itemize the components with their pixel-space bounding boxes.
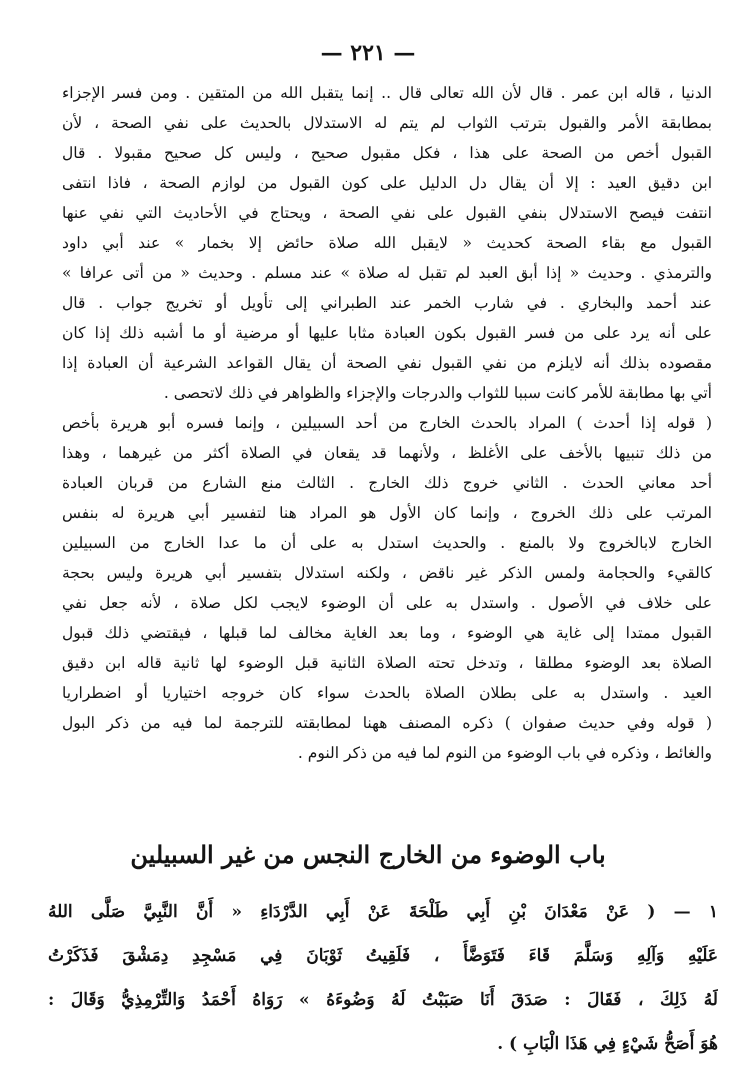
page-number: — ٢٢١ —: [320, 40, 416, 66]
commentary-line: القبول ممتدا إلى غاية هي الوضوء ، وما بعد الغاية مخالف لما قبلها ، فيقتضي ذلك قبول: [62, 624, 712, 642]
commentary-line: القبول مع بقاء الصحة كحديث « لايقبل الله صلاة حائض إلا بخمار » عند أبي داود: [62, 234, 712, 252]
commentary-line: ( قوله وفي حديث صفوان ) ذكره المصنف ههنا لمطابقته للترجمة لما فيه من ذكر البول: [62, 714, 712, 732]
commentary-line: ابن دقيق العيد : إلا أن يقال دل الدليل على كون القبول من لوازم الصحة ، فاذا انتفى: [62, 174, 712, 192]
commentary-line: الدنيا ، قاله ابن عمر . قال لأن الله تعالى قال .. إنما يتقبل الله من المتقين . ومن فسر الإجزاء: [62, 84, 712, 102]
commentary-line: انتفت فيصح الاستدلال بنفي القبول على نفي الصحة ، ويحتاج في الأحاديث التي نفي عنها: [62, 204, 712, 222]
chapter-heading: باب الوضوء من الخارج النجس من غير السبيلين: [130, 840, 606, 869]
hadith-line: هُوَ أَصَحُّ شَيْءٍ فِي هَذَا الْبَابِ ) .: [497, 1034, 718, 1054]
commentary-line: الصلاة بعد الوضوء مطلقا ، وتدخل تحته الصلاة الثانية قبل الوضوء لها ثانية قاله ابن دقيق: [62, 654, 712, 672]
commentary-line: مقصوده بذلك أنه لايلزم من نفي القبول نفي الصحة أن يقال القواعد الشرعية أن العبادة إذا: [62, 354, 712, 372]
commentary-line: القبول أخص من الصحة على هذا ، فكل مقبول صحيح ، وليس كل صحيح مقبولا . قال: [62, 144, 712, 162]
commentary-line: الخارج لابالخروج ولا بالمنع . والحديث استدل به على أن ما عدا الخارج من السبيلين: [62, 534, 712, 552]
commentary-line: والترمذي . وحديث « إذا أبق العبد لم تقبل له صلاة » عند مسلم . وحديث « من أتى عرافا »: [62, 264, 712, 282]
commentary-line: من ذلك تنبيها بالأخف على الأغلظ ، ولأنهما قد يقعان في الصلاة أكثر من غيرهما ، وهذا: [62, 444, 712, 462]
commentary-line: ( قوله إذا أحدث ) المراد بالحدث الخارج من أحد السبيلين ، وإنما فسره أبو هريرة بأخص: [62, 414, 712, 432]
commentary-line: على خلاف في الأصول . واستدل به على أن الوضوء لايجب لكل صلاة ، لأنه جعل نفي: [62, 594, 712, 612]
commentary-line: المرتب على ذلك الخروج ، وإنما كان الأول هو المراد هنا لتفسير أبي هريرة له بنفس: [62, 504, 712, 522]
commentary-line: عند أحمد والبخاري . في شارب الخمر عند الطبراني إلى تأويل أو تخريج جواب . قال: [62, 294, 712, 312]
hadith-line: عَلَيْهِ وَآلِهِ وَسَلَّمَ قَاءَ فَتَوَضَّأَ ، فَلَقِيتُ ثَوْبَانَ فِي مَسْجِدِ دِمَشْقَ فَذَكَرْتُ: [48, 946, 718, 966]
commentary-line: كالقيء والحجامة ولمس الذكر غير ناقض ، ولكنه استدلال بتفسير أبي هريرة وليس بحجة: [62, 564, 712, 582]
commentary-line: العيد . واستدل به على بطلان الصلاة بالحدث سواء كان خروجه اختياريا أو اضطراريا: [62, 684, 712, 702]
commentary-line: أحد معاني الحدث . الثاني خروج ذلك الخارج . الثالث منع الشارع من قربان العبادة: [62, 474, 712, 492]
hadith-line: ١ — ( عَنْ مَعْدَانَ بْنِ أَبِي طَلْحَةَ عَنْ أَبِي الدَّرْدَاءِ « أَنَّ النَّبِيَّ صَلَّى اللهُ: [48, 902, 718, 922]
hadith-text: [48, 890, 718, 1066]
commentary-line: على أنه يرد على من فسر القبول بكون العبادة مثابا عليها أو مرضية أو ما أشبه ذلك إذا كان: [62, 324, 712, 342]
hadith-line: لَهُ ذَلِكَ ، فَقَالَ : صَدَقَ أَنَا صَبَبْتُ لَهُ وَضُوءَهُ » رَوَاهُ أَحْمَدُ وَالتِّرْمِذِيُّ وَقَالَ :: [48, 990, 718, 1010]
commentary-line: بمطابقة الأمر والقبول بترتب الثواب لم يتم له الاستدلال بالحديث على نفي الصحة ، لأن: [62, 114, 712, 132]
commentary-line: والغائط ، وذكره في باب الوضوء من النوم لما فيه من ذكر النوم .: [297, 744, 712, 762]
commentary-text: [62, 78, 712, 768]
commentary-line: أتي بها مطابقة للأمر كانت سببا للثواب والدرجات والإجزاء والظواهر في ذلك لاتحصى .: [163, 384, 712, 402]
